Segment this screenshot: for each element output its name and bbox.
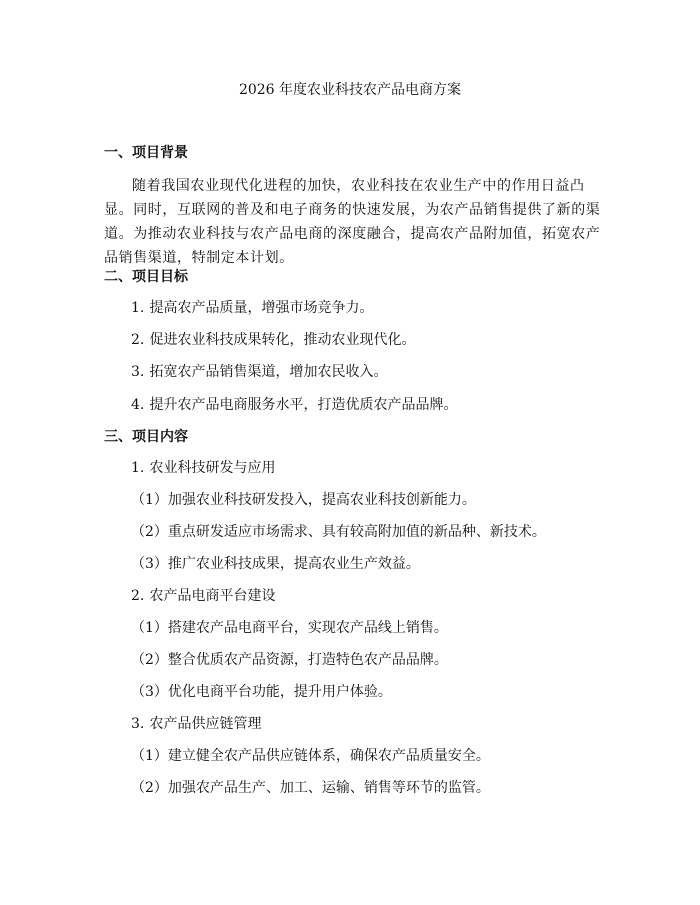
content-item-number: （2） bbox=[131, 780, 168, 796]
content-item-text: 优化电商平台功能，提升用户体验。 bbox=[167, 684, 392, 700]
goal-item-number: 3. bbox=[131, 364, 145, 380]
content-item-text: 建立健全农产品供应链体系，确保农产品质量安全。 bbox=[167, 748, 490, 764]
content-item bbox=[131, 746, 490, 766]
section-heading-background: 一、项目背景 bbox=[104, 145, 188, 161]
subsection-number: 2. bbox=[131, 588, 145, 604]
content-item-number: （1） bbox=[131, 748, 168, 764]
goal-item-text: 拓宽农产品销售渠道，增加农民收入。 bbox=[149, 364, 388, 380]
content-item-number: （3） bbox=[131, 556, 168, 572]
content-item-number: （1） bbox=[131, 492, 168, 508]
content-item bbox=[131, 490, 476, 510]
section-heading-goals: 二、项目目标 bbox=[104, 269, 188, 285]
subsection-number: 1. bbox=[131, 460, 145, 476]
goal-item-number: 1. bbox=[131, 300, 145, 316]
subsection-title-text: 农产品供应链管理 bbox=[149, 716, 262, 732]
background-paragraph: 随着我国农业现代化进程的加快，农业科技在农业生产中的作用日益凸显。同时，互联网的普及和电子商务的快速发展，为农产品销售提供了新的渠道。为推动农业科技与农产品电商的深度融合，提高农产品附加值，拓宽农产品销售渠道，特制定本计划。 bbox=[104, 178, 601, 266]
goal-item bbox=[131, 330, 415, 350]
content-item bbox=[131, 554, 420, 574]
content-item-text: 搭建农产品电商平台，实现农产品线上销售。 bbox=[167, 620, 448, 636]
goal-item-text: 提升农产品电商服务水平，打造优质农产品品牌。 bbox=[149, 397, 458, 413]
subsection-title-text: 农业科技研发与应用 bbox=[149, 460, 276, 476]
goal-item bbox=[131, 362, 387, 382]
goal-item-text: 提高农产品质量，增强市场竞争力。 bbox=[149, 300, 374, 316]
subsection-title bbox=[131, 714, 261, 734]
goal-item-number: 4. bbox=[131, 397, 145, 413]
content-item bbox=[131, 778, 490, 798]
content-item-text: 推广农业科技成果，提高农业生产效益。 bbox=[167, 556, 420, 572]
content-item bbox=[131, 618, 448, 638]
goal-item-text: 促进农业科技成果转化，推动农业现代化。 bbox=[149, 332, 416, 348]
content-item-text: 加强农产品生产、加工、运输、销售等环节的监管。 bbox=[167, 780, 490, 796]
subsection-title bbox=[131, 458, 275, 478]
content-item bbox=[131, 682, 392, 702]
content-item-text: 整合优质农产品资源，打造特色农产品品牌。 bbox=[167, 652, 448, 668]
content-item bbox=[131, 522, 546, 542]
goal-item bbox=[131, 298, 373, 318]
subsection-number: 3. bbox=[131, 716, 145, 732]
subsection-title bbox=[131, 586, 275, 606]
content-item-number: （1） bbox=[131, 620, 168, 636]
goal-item bbox=[131, 395, 457, 415]
document-title: 2026 年度农业科技农产品电商方案 bbox=[238, 82, 462, 98]
section-heading-content: 三、项目内容 bbox=[104, 429, 188, 445]
content-item-number: （3） bbox=[131, 684, 168, 700]
content-item-text: 重点研发适应市场需求、具有较高附加值的新品种、新技术。 bbox=[167, 524, 546, 540]
content-item-number: （2） bbox=[131, 524, 168, 540]
goal-item-number: 2. bbox=[131, 332, 145, 348]
content-item-number: （2） bbox=[131, 652, 168, 668]
content-item-text: 加强农业科技研发投入，提高农业科技创新能力。 bbox=[167, 492, 476, 508]
subsection-title-text: 农产品电商平台建设 bbox=[149, 588, 276, 604]
content-item bbox=[131, 650, 448, 670]
